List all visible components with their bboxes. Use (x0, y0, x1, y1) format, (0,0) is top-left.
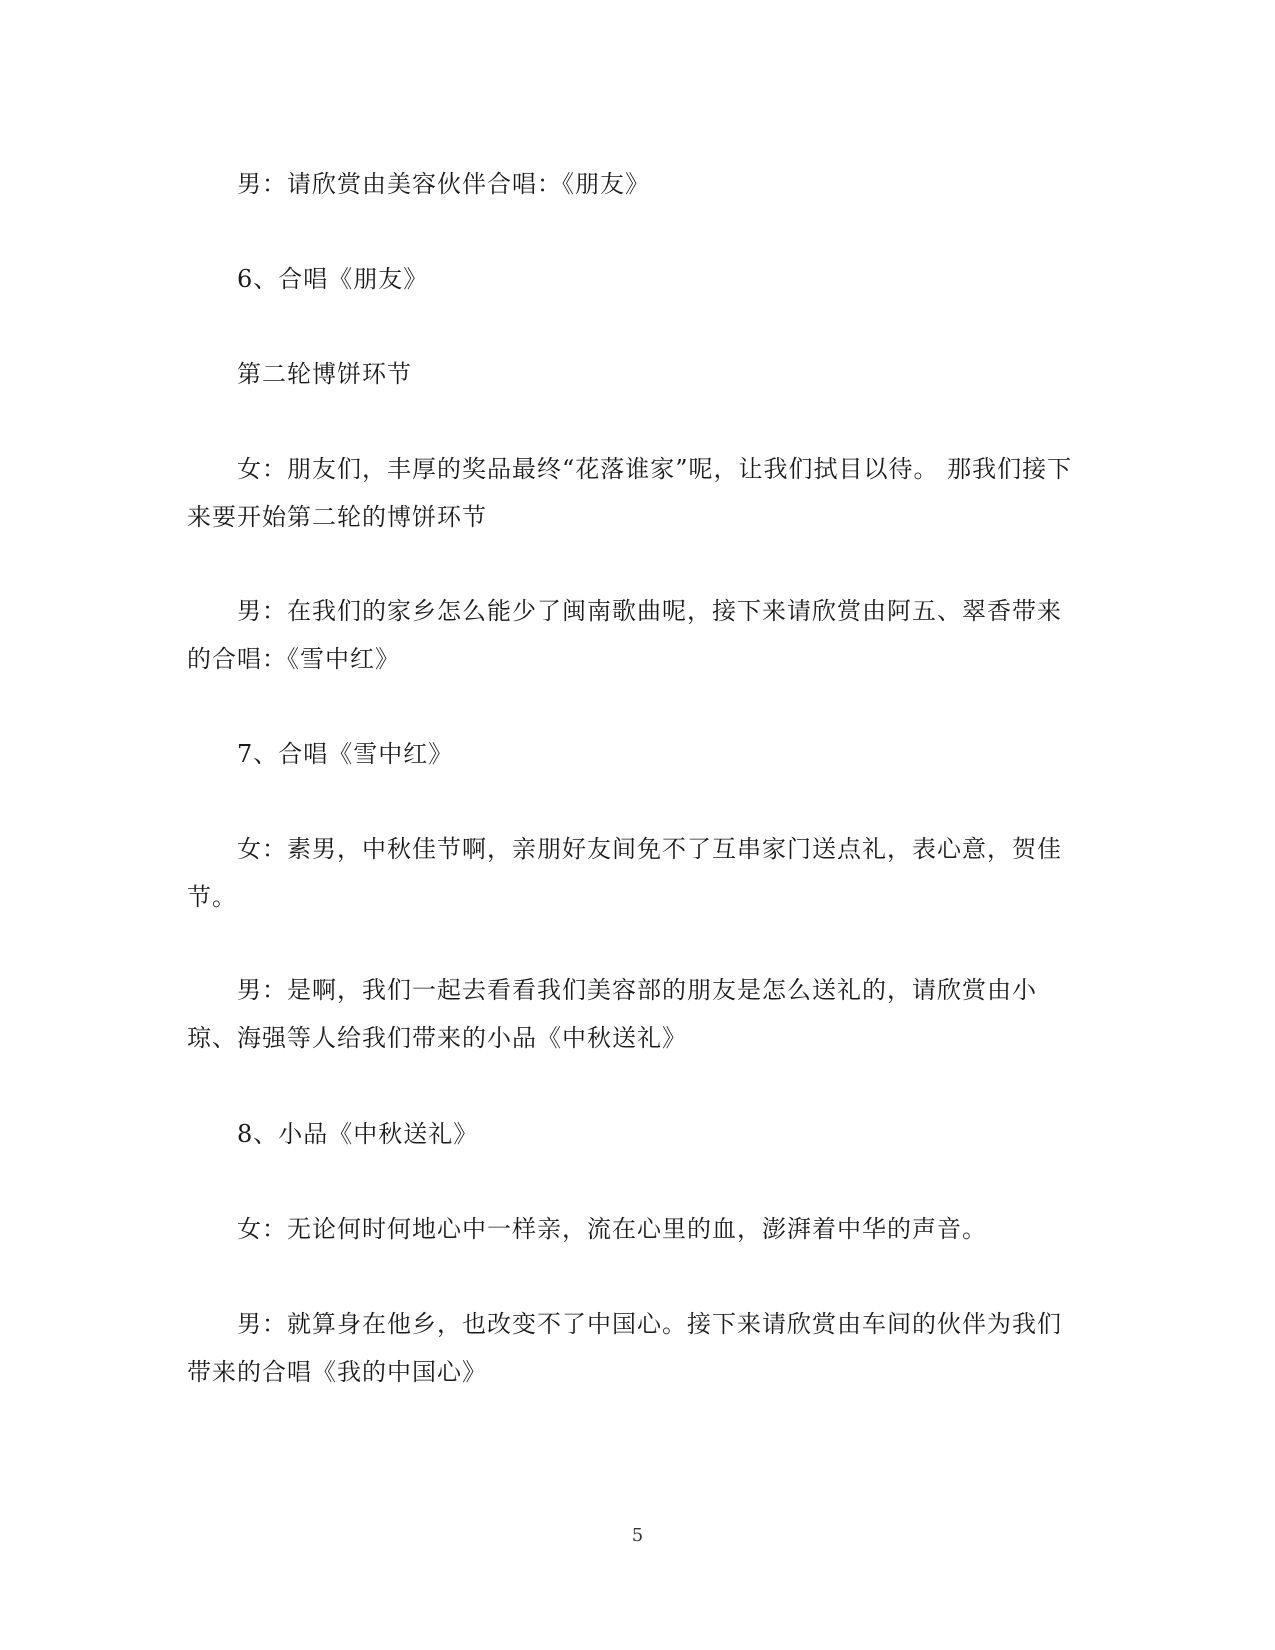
paragraph-dialogue-male-1: 男：请欣赏由美容伙伴合唱：《朋友》 (237, 170, 650, 198)
paragraph-program-item-8: 8、小品《中秋送礼》 (237, 1120, 479, 1148)
paragraph-program-item-7: 7、合唱《雪中红》 (237, 740, 454, 768)
paragraph-dialogue-male-2: 男：在我们的家乡怎么能少了闽南歌曲呢，接下来请欣赏由阿五、翠香带来的合唱：《雪中红》 (187, 597, 1062, 673)
paragraph-section-heading: 第二轮博饼环节 (237, 360, 412, 388)
paragraph-dialogue-male-4: 男：就算身在他乡，也改变不了中国心。接下来请欣赏由车间的伙伴为我们带来的合唱《我的中国心》 (187, 1310, 1062, 1386)
paragraph-dialogue-male-3: 男：是啊，我们一起去看看我们美容部的朋友是怎么送礼的，请欣赏由小琼、海强等人给我们带来的小品《中秋送礼》 (187, 976, 1037, 1052)
paragraph-program-item-6: 6、合唱《朋友》 (237, 265, 429, 293)
paragraph-dialogue-female-2: 女：素男，中秋佳节啊，亲朋好友间免不了互串家门送点礼，表心意，贺佳节。 (187, 835, 1062, 911)
page-number: 5 (631, 1525, 644, 1546)
paragraph-dialogue-female-3: 女：无论何时何地心中一样亲，流在心里的血，澎湃着中华的声音。 (237, 1215, 987, 1243)
paragraph-dialogue-female-1: 女：朋友们，丰厚的奖品最终“花落谁家”呢，让我们拭目以待。 那我们接下来要开始第二轮的博饼环节 (187, 455, 1073, 531)
